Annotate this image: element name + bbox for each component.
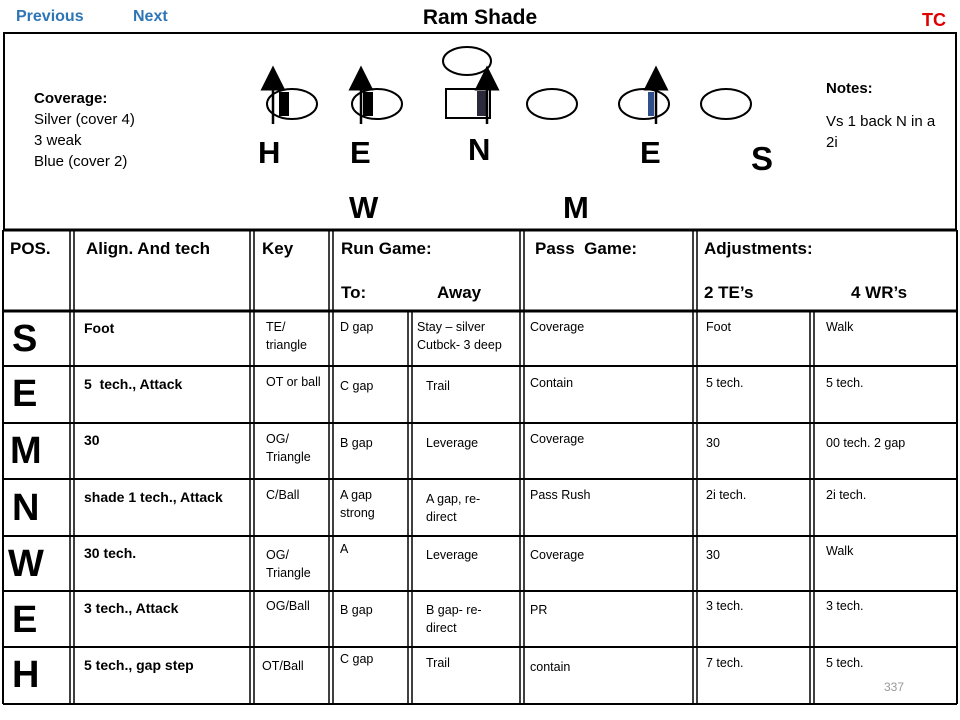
row-key: TE/ triangle bbox=[266, 320, 307, 352]
corner-tag: TC bbox=[922, 10, 946, 30]
header-adj-wr: 4 WR’s bbox=[851, 283, 908, 302]
row-pass: Coverage bbox=[530, 320, 585, 334]
player-w: W bbox=[349, 190, 379, 225]
header-run-away: Away bbox=[437, 283, 482, 302]
row-adj-wr: 5 tech. bbox=[826, 376, 864, 390]
row-run-away: B gap- re-direct bbox=[426, 603, 482, 635]
next-link[interactable]: Next bbox=[133, 8, 168, 25]
row-key: OT or ball bbox=[266, 375, 321, 389]
header-pass: Pass Game: bbox=[535, 239, 638, 258]
row-pass: PR bbox=[530, 603, 548, 617]
row-run-away: Trail bbox=[426, 656, 450, 670]
row-run-to: B gap bbox=[340, 603, 373, 617]
row-pass: Coverage bbox=[530, 432, 585, 446]
row-pos-h: H bbox=[12, 654, 40, 696]
player-e: E bbox=[350, 135, 371, 170]
notes-label: Notes: bbox=[826, 80, 873, 97]
coverage-line: 3 weak bbox=[34, 132, 82, 149]
row-align: shade 1 tech., Attack bbox=[84, 489, 223, 505]
player-m: M bbox=[563, 190, 589, 225]
row-pos-w: W bbox=[8, 543, 44, 585]
row-run-to: A bbox=[340, 542, 349, 556]
row-align: 5 tech., gap step bbox=[84, 657, 194, 673]
row-key: OG/Ball bbox=[266, 599, 310, 613]
page-number: 337 bbox=[883, 680, 904, 694]
coverage-label: Coverage: bbox=[34, 90, 108, 107]
row-run-away: Leverage bbox=[426, 436, 479, 450]
header-pos: POS. bbox=[10, 239, 51, 258]
row-adj-wr: 2i tech. bbox=[826, 488, 867, 502]
row-adj-wr: 00 tech. 2 gap bbox=[826, 436, 906, 450]
page-title: Ram Shade bbox=[422, 6, 538, 29]
row-key: C/Ball bbox=[266, 488, 300, 502]
header-run: Run Game: bbox=[341, 239, 432, 258]
row-adj-te: 30 bbox=[706, 436, 720, 450]
row-key: OG/ Triangle bbox=[266, 548, 311, 580]
player-s: S bbox=[751, 140, 774, 177]
row-pos-e2: E bbox=[12, 599, 38, 641]
row-run-to: B gap bbox=[340, 436, 373, 450]
row-align: 3 tech., Attack bbox=[84, 600, 179, 616]
row-adj-wr: 3 tech. bbox=[826, 599, 864, 613]
row-run-to: C gap bbox=[340, 379, 374, 393]
header-adj: Adjustments: bbox=[704, 239, 813, 258]
row-pass: contain bbox=[530, 660, 571, 674]
row-run-away: Trail bbox=[426, 379, 450, 393]
row-key: OG/ Triangle bbox=[266, 432, 311, 464]
row-run-to: D gap bbox=[340, 320, 374, 334]
row-adj-te: Foot bbox=[706, 320, 732, 334]
row-adj-te: 2i tech. bbox=[706, 488, 747, 502]
row-pos-m: M bbox=[10, 430, 42, 472]
row-align: 30 tech. bbox=[84, 545, 137, 561]
header-key: Key bbox=[262, 239, 294, 258]
row-pass: Pass Rush bbox=[530, 488, 591, 502]
row-adj-te: 30 bbox=[706, 548, 720, 562]
notes-line: Vs 1 back N in a bbox=[826, 113, 936, 130]
row-adj-wr: Walk bbox=[826, 320, 854, 334]
row-run-to: A gap strong bbox=[340, 488, 375, 520]
row-adj-te: 5 tech. bbox=[706, 376, 744, 390]
row-pass: Coverage bbox=[530, 548, 585, 562]
row-adj-te: 3 tech. bbox=[706, 599, 744, 613]
coverage-line: Silver (cover 4) bbox=[34, 111, 135, 128]
row-align: 5 tech., Attack bbox=[84, 376, 183, 392]
notes-line: 2i bbox=[826, 134, 838, 151]
row-run-away: A gap, re-direct bbox=[426, 492, 481, 524]
header-align: Align. And tech bbox=[86, 239, 211, 258]
player-h: H bbox=[258, 135, 281, 170]
coverage-line: Blue (cover 2) bbox=[34, 153, 128, 170]
row-adj-te: 7 tech. bbox=[706, 656, 744, 670]
row-adj-wr: Walk bbox=[826, 544, 854, 558]
row-run-away: Stay – silver Cutbck- 3 deep bbox=[417, 320, 502, 352]
row-pass: Contain bbox=[530, 376, 574, 390]
row-pos-s: S bbox=[12, 318, 38, 360]
row-pos-n: N bbox=[12, 487, 40, 529]
row-align: 30 bbox=[84, 432, 100, 448]
player-e2: E bbox=[640, 135, 661, 170]
row-run-away: Leverage bbox=[426, 548, 479, 562]
row-pos-e: E bbox=[12, 373, 38, 415]
row-align: Foot bbox=[84, 320, 115, 336]
row-adj-wr: 5 tech. bbox=[826, 656, 864, 670]
row-run-to: C gap bbox=[340, 652, 374, 666]
row-key: OT/Ball bbox=[262, 659, 304, 673]
header-adj-te: 2 TE’s bbox=[704, 283, 754, 302]
player-n: N bbox=[468, 132, 491, 167]
header-run-to: To: bbox=[341, 283, 367, 302]
previous-link[interactable]: Previous bbox=[16, 8, 84, 25]
